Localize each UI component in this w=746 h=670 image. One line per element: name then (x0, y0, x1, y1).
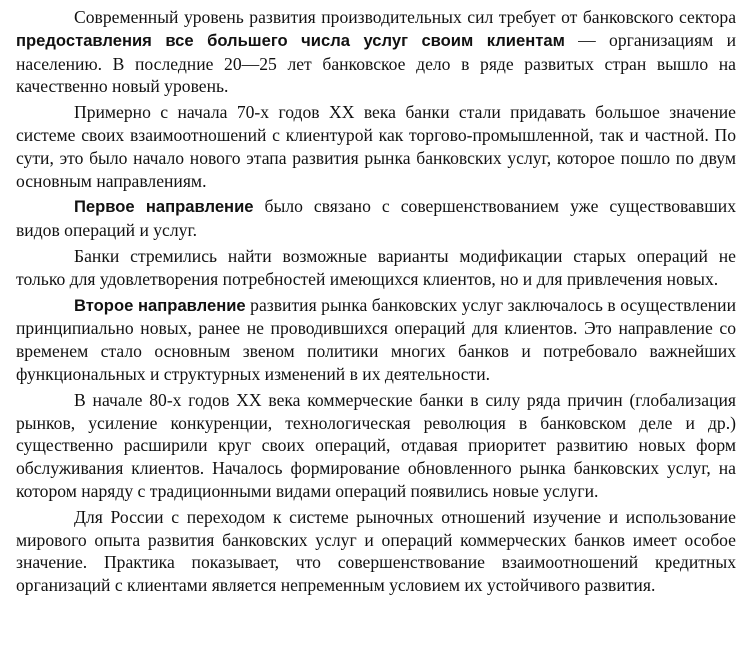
paragraph-6 (16, 389, 736, 503)
paragraph-2 (16, 101, 736, 192)
paragraph-7 (16, 506, 736, 597)
paragraph-4 (16, 245, 736, 291)
paragraph-1 (16, 6, 736, 98)
paragraph-5-bold-phrase: Второе направление (74, 295, 246, 315)
paragraph-7-text: Для России с переходом к системе рыночных отношений изучение и использование мирового опыта развития банковских услуг и операций коммерческих банков имеет особое значение. Практика показывает, что совершенствование взаимоотношений кредитных организаций с клиентами является непременным условием их устойчивого развития. (16, 506, 736, 596)
paragraph-4-text: Банки стремились найти возможные варианты модификации старых операций не только для удовлетворения потребностей имеющихся клиентов, но и для привлечения новых. (16, 245, 736, 289)
paragraph-3-text: было связано с совершенствованием уже существовавших видов операций и услуг. (16, 196, 737, 241)
paragraph-3-bold-phrase: Первое направление (74, 197, 254, 217)
paragraph-2-text: Примерно с начала 70-х годов XX века банки стали придавать большое значение системе своих взаимоотношений с клиентурой как торгово-промышленной, так и частной. По сути, это было начало нового этапа развития рынка банковских услуг, которое пошло по двум основным направлениям. (16, 102, 736, 191)
paragraph-1-text-end: — организациям и населению. В последние 20—25 лет банковское дело в ряде развитых стран вышло на качественно новый уровень. (16, 29, 736, 97)
paragraph-1-text: Современный уровень развития производительных сил требует от банковского сектора (74, 7, 736, 27)
paragraph-3 (16, 195, 736, 242)
paragraph-5-text: развития рынка банковских услуг заключалось в осуществлении принципиально новых, ранее не проводившихся операций для клиентов. Это направление со временем стало основным звеном политики многих банков и потребовало важнейших функциональных и структурных изменений в их деятельности. (16, 294, 737, 384)
paragraph-5 (16, 294, 736, 386)
paragraph-6-text: В начале 80-х годов XX века коммерческие банки в силу ряда причин (глобализация рынков, усиление конкуренции, технологическая революция в банковском деле и др.) существенно расширили круг своих операций, отдавая приоритет развитию новых форм обслуживания клиентов. Началось формирование обновленного рынка банковских услуг, на котором наряду с традиционными видами операций появились новые услуги. (16, 389, 736, 501)
paragraph-1-bold-phrase: предоставления все большего числа услуг своим клиентам (16, 30, 565, 50)
